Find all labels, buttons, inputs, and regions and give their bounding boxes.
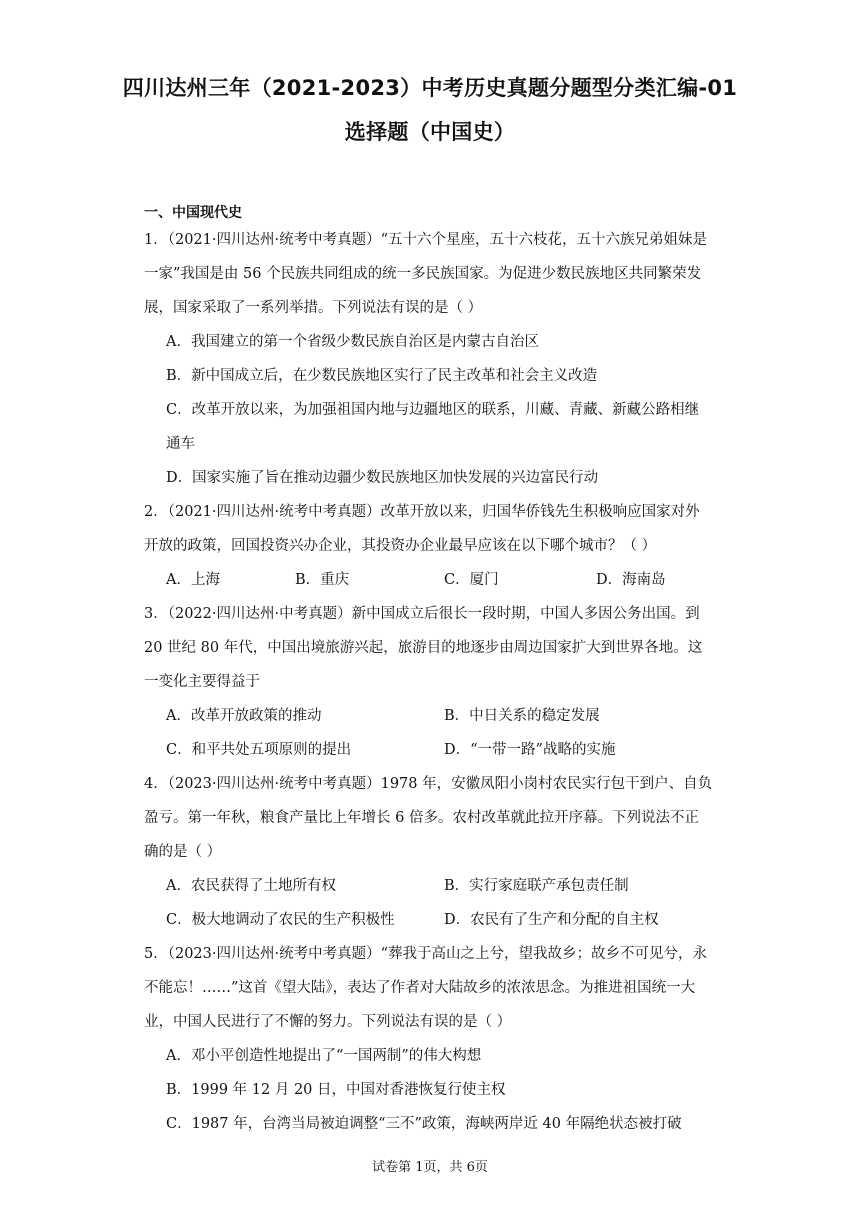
question-1-line-1: 1．（2021·四川达州·统考中考真题）“五十六个星座，五十六枝花，五十六族兄弟姐妹是 (144, 232, 708, 248)
question-4-line-1: 4．（2023·四川达州·统考中考真题）1978 年，安徽凤阳小岗村农民实行包干到户、自负 (144, 776, 713, 792)
question-2-line-2: 开放的政策，回国投资兴办企业，其投资办企业最早应该在以下哪个城市？（ ） (144, 538, 657, 554)
question-1-option-a: A．我国建立的第一个省级少数民族自治区是内蒙古自治区 (166, 334, 539, 350)
question-4-option-c: C．极大地调动了农民的生产积极性 (166, 912, 395, 928)
question-2-option-d: D．海南岛 (596, 572, 666, 588)
document-title-line-1: 四川达州三年（2021-2023）中考历史真题分题型分类汇编-01 (122, 76, 738, 100)
question-1-option-b: B．新中国成立后，在少数民族地区实行了民主改革和社会主义改造 (166, 368, 598, 384)
question-3-line-3: 一变化主要得益于 (144, 674, 260, 690)
question-4-line-3: 确的是（ ） (144, 844, 222, 860)
question-4-option-a: A．农民获得了土地所有权 (166, 878, 336, 894)
question-5-option-c: C．1987 年，台湾当局被迫调整“三不”政策，海峡两岸近 40 年隔绝状态被打破 (166, 1116, 682, 1132)
question-3-option-b: B．中日关系的稳定发展 (444, 708, 600, 724)
question-4-option-b: B．实行家庭联产承包责任制 (444, 878, 629, 894)
question-2-option-b: B．重庆 (295, 572, 350, 588)
page-footer: 试卷第 1页，共 6页 (372, 1160, 488, 1175)
question-3-option-d: D．“一带一路”战略的实施 (444, 742, 616, 758)
question-5-line-3: 业，中国人民进行了不懈的努力。下列说法有误的是（ ） (144, 1014, 512, 1030)
question-3-line-2: 20 世纪 80 年代，中国出境旅游兴起，旅游目的地逐步由周边国家扩大到世界各地。这 (144, 640, 703, 656)
question-4-option-d: D．农民有了生产和分配的自主权 (444, 912, 659, 928)
question-1-line-2: 一家”我国是由 56 个民族共同组成的统一多民族国家。为促进少数民族地区共同繁荣发 (144, 266, 702, 282)
question-2-option-a: A．上海 (166, 572, 220, 588)
question-5-line-2: 不能忘！……”这首《望大陆》，表达了作者对大陆故乡的浓浓思念。为推进祖国统一大 (144, 980, 696, 996)
question-2-line-1: 2．（2021·四川达州·统考中考真题）改革开放以来，归国华侨钱先生积极响应国家对外 (144, 504, 700, 520)
question-1-option-c: C．改革开放以来，为加强祖国内地与边疆地区的联系，川藏、青藏、新藏公路相继 (166, 402, 700, 418)
question-3-option-c: C．和平共处五项原则的提出 (166, 742, 352, 758)
question-5-option-b: B．1999 年 12 月 20 日，中国对香港恢复行使主权 (166, 1082, 506, 1098)
question-5-line-1: 5．（2023·四川达州·统考中考真题）“葬我于高山之上兮，望我故乡；故乡不可见兮，永 (144, 946, 708, 962)
question-3-line-1: 3．（2022·四川达州·中考真题）新中国成立后很长一段时期，中国人多因公务出国。到 (144, 606, 700, 622)
question-3-option-a: A．改革开放政策的推动 (166, 708, 322, 724)
question-5-option-a: A．邓小平创造性地提出了“一国两制”的伟大构想 (166, 1048, 482, 1064)
document-title-line-2: 选择题（中国史） (344, 120, 516, 144)
section-heading: 一、中国现代史 (144, 205, 242, 221)
question-1-option-d: D．国家实施了旨在推动边疆少数民族地区加快发展的兴边富民行动 (166, 470, 599, 486)
question-1-option-c-continued: 通车 (166, 436, 195, 452)
question-4-line-2: 盈亏。第一年秋，粮食产量比上年增长 6 倍多。农村改革就此拉开序幕。下列说法不正 (144, 810, 699, 826)
question-2-option-c: C．厦门 (444, 572, 499, 588)
question-1-line-3: 展，国家采取了一系列举措。下列说法有误的是（ ） (144, 300, 483, 316)
